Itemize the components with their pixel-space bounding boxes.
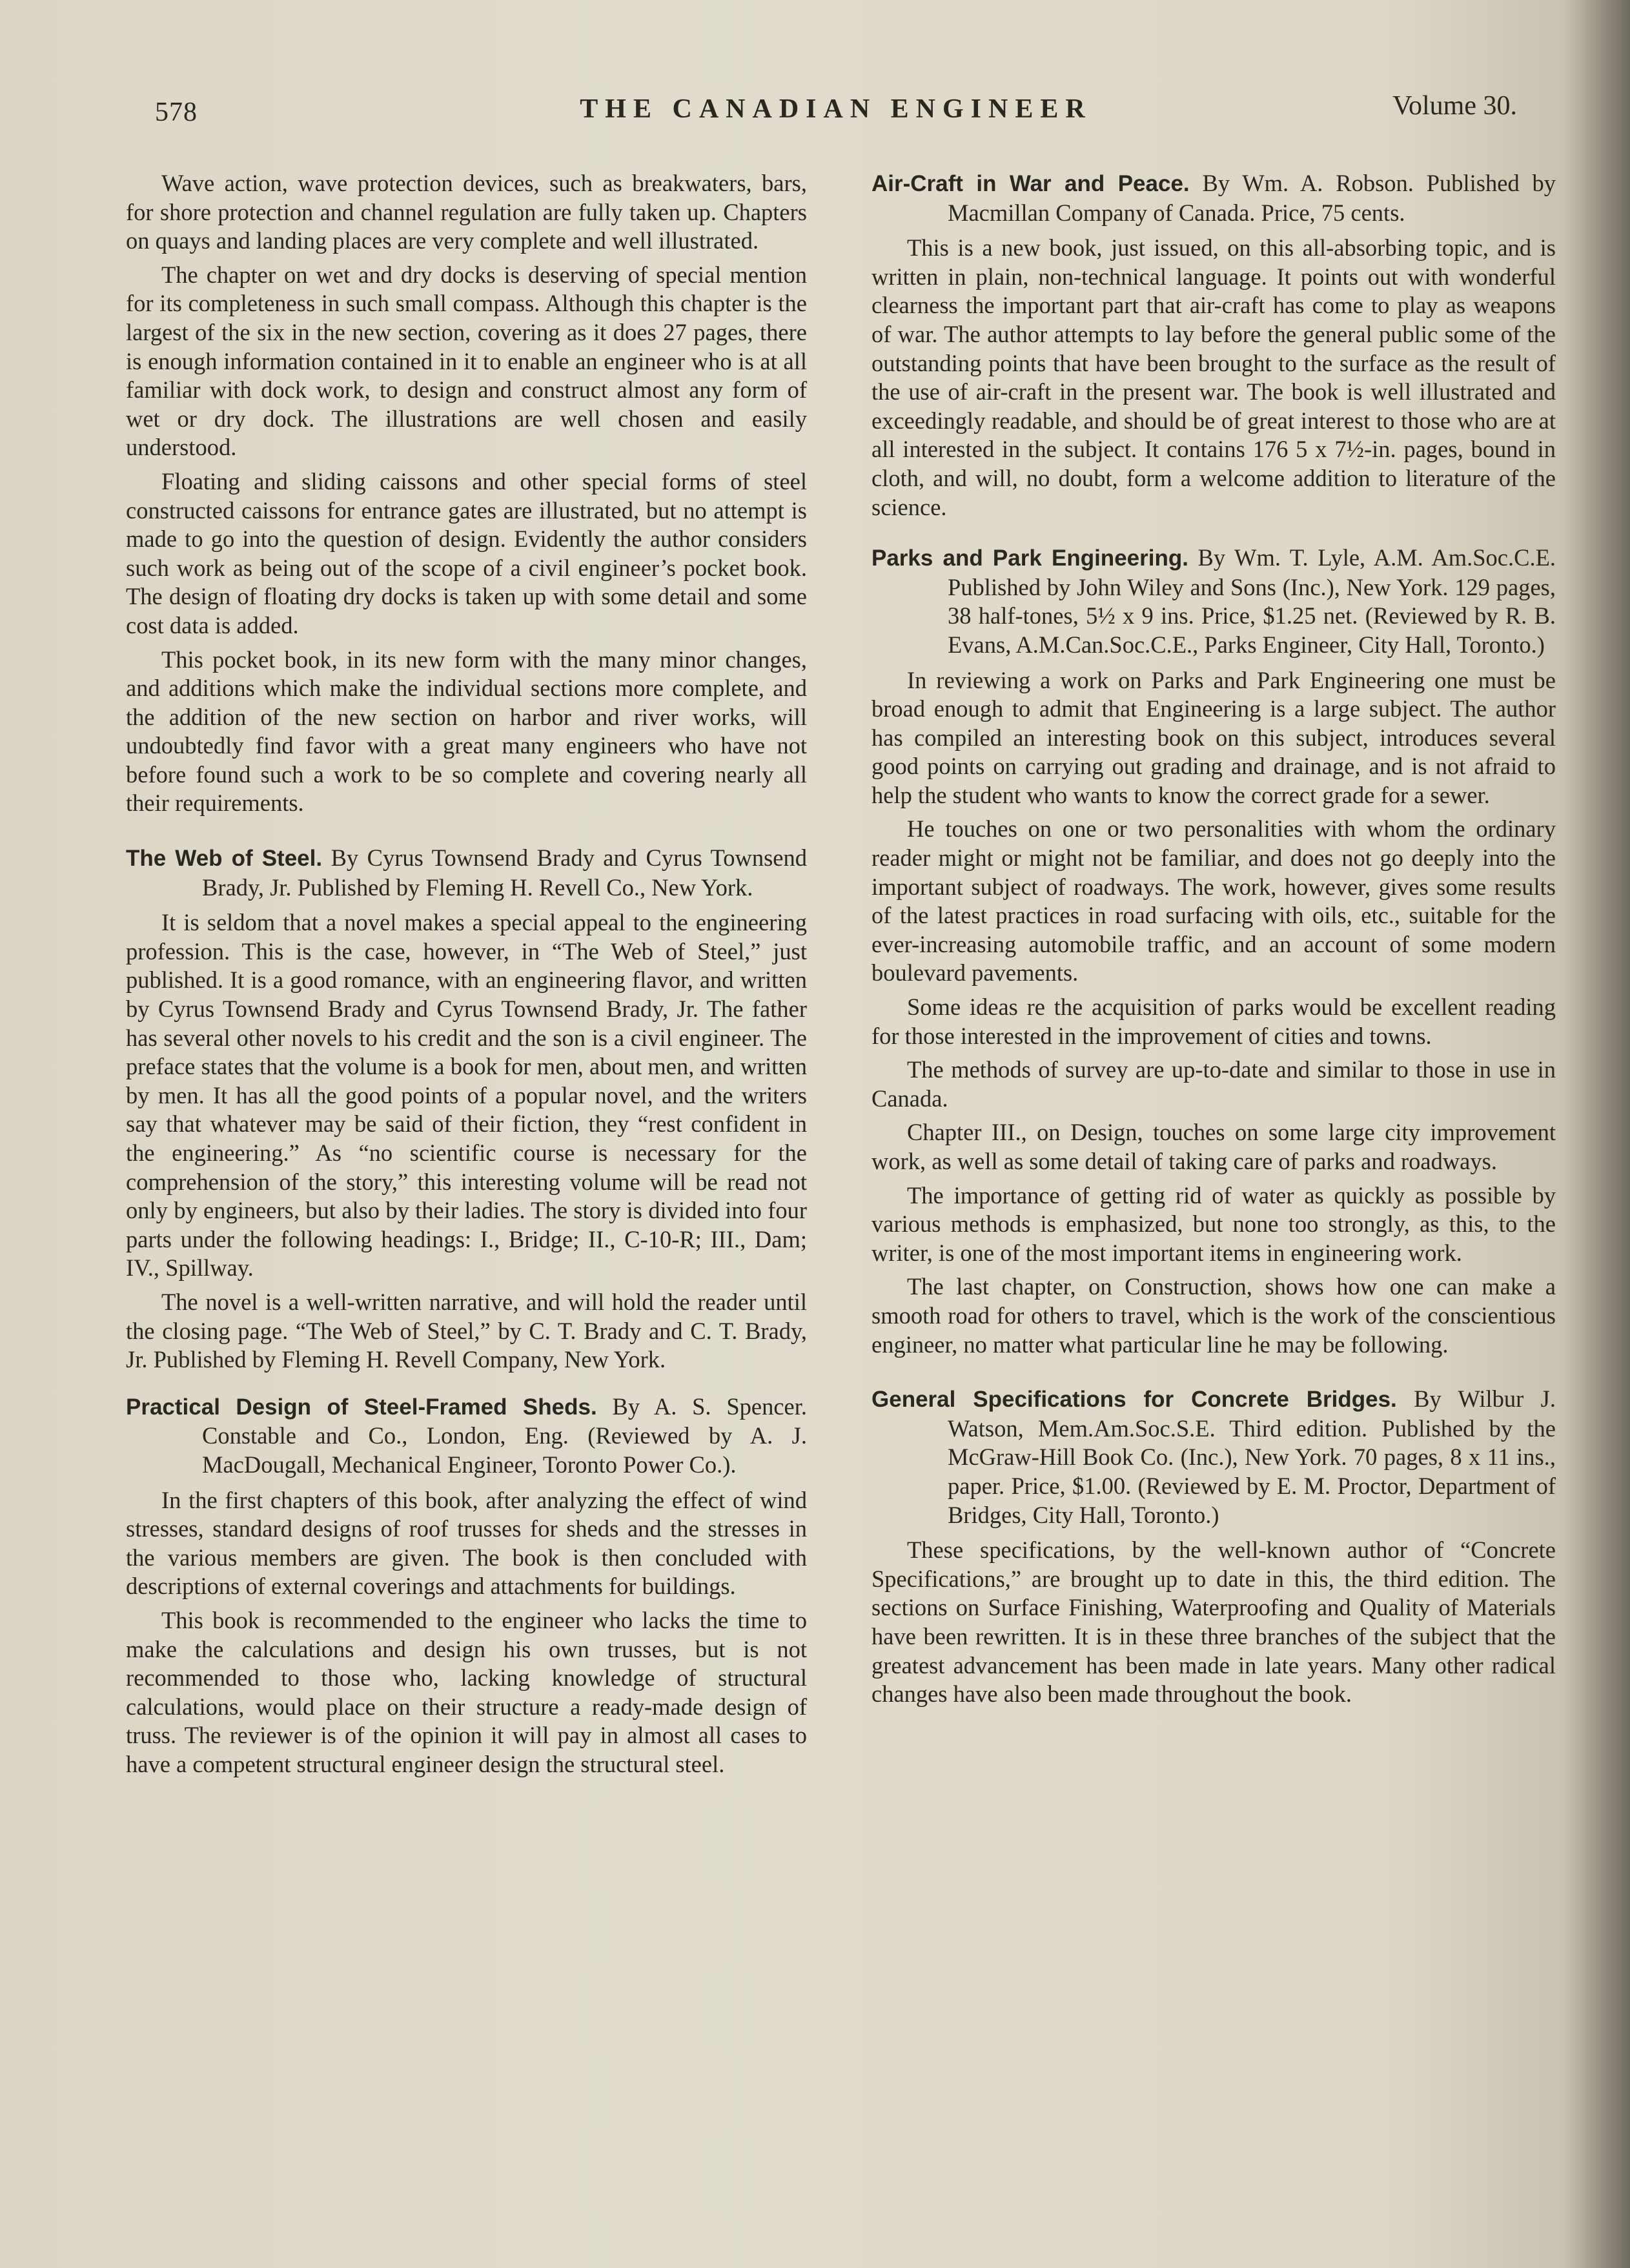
harbor-review-paragraph-3: Floating and sliding caissons and other special forms of steel constructed caissons for entrance gates are illustrated, but no attempt is made to go into the question of design. Evidently the author considers such work as being out of the scope of a civil engineer’s pocket book. The design of floating dry docks is taken up with some detail and some cost data is added. bbox=[126, 467, 807, 639]
parks-paragraph-6: The importance of getting rid of water as quickly as possible by various methods is emphasized, but none too strongly, as this, to the writer, is one of the most important items in engineering work. bbox=[871, 1181, 1556, 1266]
web-of-steel-heading bbox=[126, 844, 807, 902]
page-number: 578 bbox=[155, 97, 198, 127]
steel-sheds-heading bbox=[126, 1393, 807, 1480]
parks-paragraph-7: The last chapter, on Construction, shows how one can make a smooth road for others to travel, which is the work of the conscientious engineer, no matter what particular line he may be following. bbox=[871, 1273, 1556, 1358]
left-column bbox=[126, 169, 807, 1784]
parks-heading bbox=[871, 544, 1556, 659]
steel-sheds-paragraph-1: In the first chapters of this book, after analyzing the effect of wind stresses, standard designs of roof trusses for sheds and the stresses in the various members are given. The book is then concluded with descriptions of external coverings and attachments for buildings. bbox=[126, 1486, 807, 1600]
steel-sheds-paragraph-2: This book is recommended to the engineer who lacks the time to make the calculations and design his own trusses, but is not recommended to those who, lacking knowledge of structural calculations, would place on their structure a ready-made design of truss. The reviewer is of the opinion it will pay in almost all cases to have a competent structural engineer design the structural steel. bbox=[126, 1606, 807, 1777]
web-of-steel-meta: By Cyrus Townsend Brady and Cyrus Townsend Brady, Jr. Published by Fleming H. Revell Co., New York. bbox=[202, 844, 808, 901]
air-craft-meta: By Wm. A. Robson. Published by Macmillan Company of Canada. Price, 75 cents. bbox=[948, 170, 1556, 226]
harbor-review-paragraph-1: Wave action, wave protection devices, such as breakwaters, bars, for shore protection and channel regulation are fully taken up. Chapters on quays and landing places are very complete and well illustrated. bbox=[126, 170, 807, 254]
parks-paragraph-4: The methods of survey are up-to-date and similar to those in use in Canada. bbox=[871, 1056, 1556, 1112]
harbor-review-paragraph-2: The chapter on wet and dry docks is deserving of special mention for its completeness in such small compass. Although this chapter is the largest of the six in the new section, covering as it does 27 pages, there is enough information contained in it to enable an engineer who is at all familiar with dock work, to design and construct almost any form of wet or dry dock. The illustrations are well chosen and easily understood. bbox=[126, 261, 807, 461]
volume-label: Volume 30. bbox=[1392, 91, 1517, 121]
page-header bbox=[155, 84, 1517, 129]
web-of-steel-title: The Web of Steel. bbox=[126, 846, 323, 872]
concrete-bridges-paragraph-1: These specifications, by the well-known author of “Concrete Specifications,” are brought up to date in this, the third edition. The sections on Surface Finishing, Waterproofing and Quality of Materials have been rewritten. It is in these three branches of the subject that the greatest advancement has been made in late years. Many other radical changes have also been made throughout the book. bbox=[871, 1537, 1556, 1708]
concrete-bridges-title: General Specifications for Concrete Bridges. bbox=[871, 1387, 1397, 1413]
magazine-title: THE CANADIAN ENGINEER bbox=[580, 94, 1092, 124]
harbor-review-paragraph-4: This pocket book, in its new form with the many minor changes, and additions which make the individual sections more complete, and the addition of the new section on harbor and river works, will undoubtedly find favor with a great many engineers who have not before found such a work to be so complete and covering nearly all their requirements. bbox=[126, 646, 807, 817]
steel-sheds-meta: By A. S. Spencer. Constable and Co., London, Eng. (Reviewed by A. J. MacDougall, Mechanical Engineer, Toronto Power Co.). bbox=[202, 1393, 807, 1478]
parks-paragraph-1: In reviewing a work on Parks and Park Engineering one must be broad enough to admit that Engineering is a large subject. The author has compiled an interesting book on this subject, introduces several good points on carrying out grading and drainage, and is not afraid to help the student who wants to know the correct grade for a sewer. bbox=[871, 666, 1556, 808]
web-of-steel-paragraph-2: The novel is a well-written narrative, and will hold the reader until the closing page. “The Web of Steel,” by C. T. Brady and C. T. Brady, Jr. Published by Fleming H. Revell Company, New York. bbox=[126, 1288, 807, 1373]
concrete-bridges-heading bbox=[871, 1385, 1556, 1529]
parks-meta: By Wm. T. Lyle, A.M. Am.Soc.C.E. Published by John Wiley and Sons (Inc.), New York. 129 pages, 38 half-tones, 5½ x 9 ins. Price, $1.25 net. (Reviewed by R. B. Evans, A.M.Can.Soc.C.E., Parks Engineer, City Hall, Toronto.) bbox=[948, 544, 1556, 658]
parks-paragraph-5: Chapter III., on Design, touches on some large city improvement work, as well as some detail of taking care of parks and roadways. bbox=[871, 1119, 1556, 1174]
air-craft-paragraph-1: This is a new book, just issued, on this all-absorbing topic, and is written in plain, non-technical language. It points out with wonderful clearness the important part that air-craft has come to play as weapons of war. The author attempts to lay before the general public some of the outstanding points that have been brought to the surface as the result of the use of air-craft in the present war. The book is well illustrated and exceedingly readable, and should be of great interest to those who are at all interested in the subject. It contains 176 5 x 7½-in. pages, bound in cloth, and will, no doubt, form a welcome addition to literature of the science. bbox=[871, 234, 1556, 520]
parks-title: Parks and Park Engineering. bbox=[871, 546, 1188, 571]
steel-sheds-title: Practical Design of Steel-Framed Sheds. bbox=[126, 1394, 597, 1420]
parks-paragraph-3: Some ideas re the acquisition of parks would be excellent reading for those interested in the improvement of cities and towns. bbox=[871, 994, 1556, 1049]
air-craft-title: Air-Craft in War and Peace. bbox=[871, 171, 1190, 196]
parks-paragraph-2: He touches on one or two personalities with whom the ordinary reader might or might not be familiar, and does not go deeply into the important subject of roadways. The work, however, gives some results of the latest practices in road surfacing with oils, etc., suitable for the ever-increasing automobile traffic, and an account of some modern boulevard pavements. bbox=[871, 815, 1556, 986]
air-craft-heading bbox=[871, 169, 1556, 227]
concrete-bridges-meta: By Wilbur J. Watson, Mem.Am.Soc.S.E. Third edition. Published by the McGraw-Hill Book Co. (Inc.), New York. 70 pages, 8 x 11 ins., paper. Price, $1.00. (Reviewed by E. M. Proctor, Department of Bridges, City Hall, Toronto.) bbox=[948, 1385, 1556, 1528]
right-column bbox=[871, 169, 1556, 1714]
web-of-steel-paragraph-1: It is seldom that a novel makes a special appeal to the engineering profession. This is the case, however, in “The Web of Steel,” just published. It is a good romance, with an engineering flavor, and written by Cyrus Townsend Brady and Cyrus Townsend Brady, Jr. The father has several other novels to his credit and the son is a civil engineer. The preface states that the volume is a book for men, about men, and written by men. It has all the good points of a popular novel, and the writers say that whatever may be said of their fiction, they “rest confident in the engineering.” As “no scientific course is necessary for the comprehension of the story,” this interesting volume will be read not only by engineers, but also by their ladies. The story is divided into four parts under the following headings: I., Bridge; II., C-10-R; III., Dam; IV., Spillway. bbox=[126, 909, 807, 1282]
